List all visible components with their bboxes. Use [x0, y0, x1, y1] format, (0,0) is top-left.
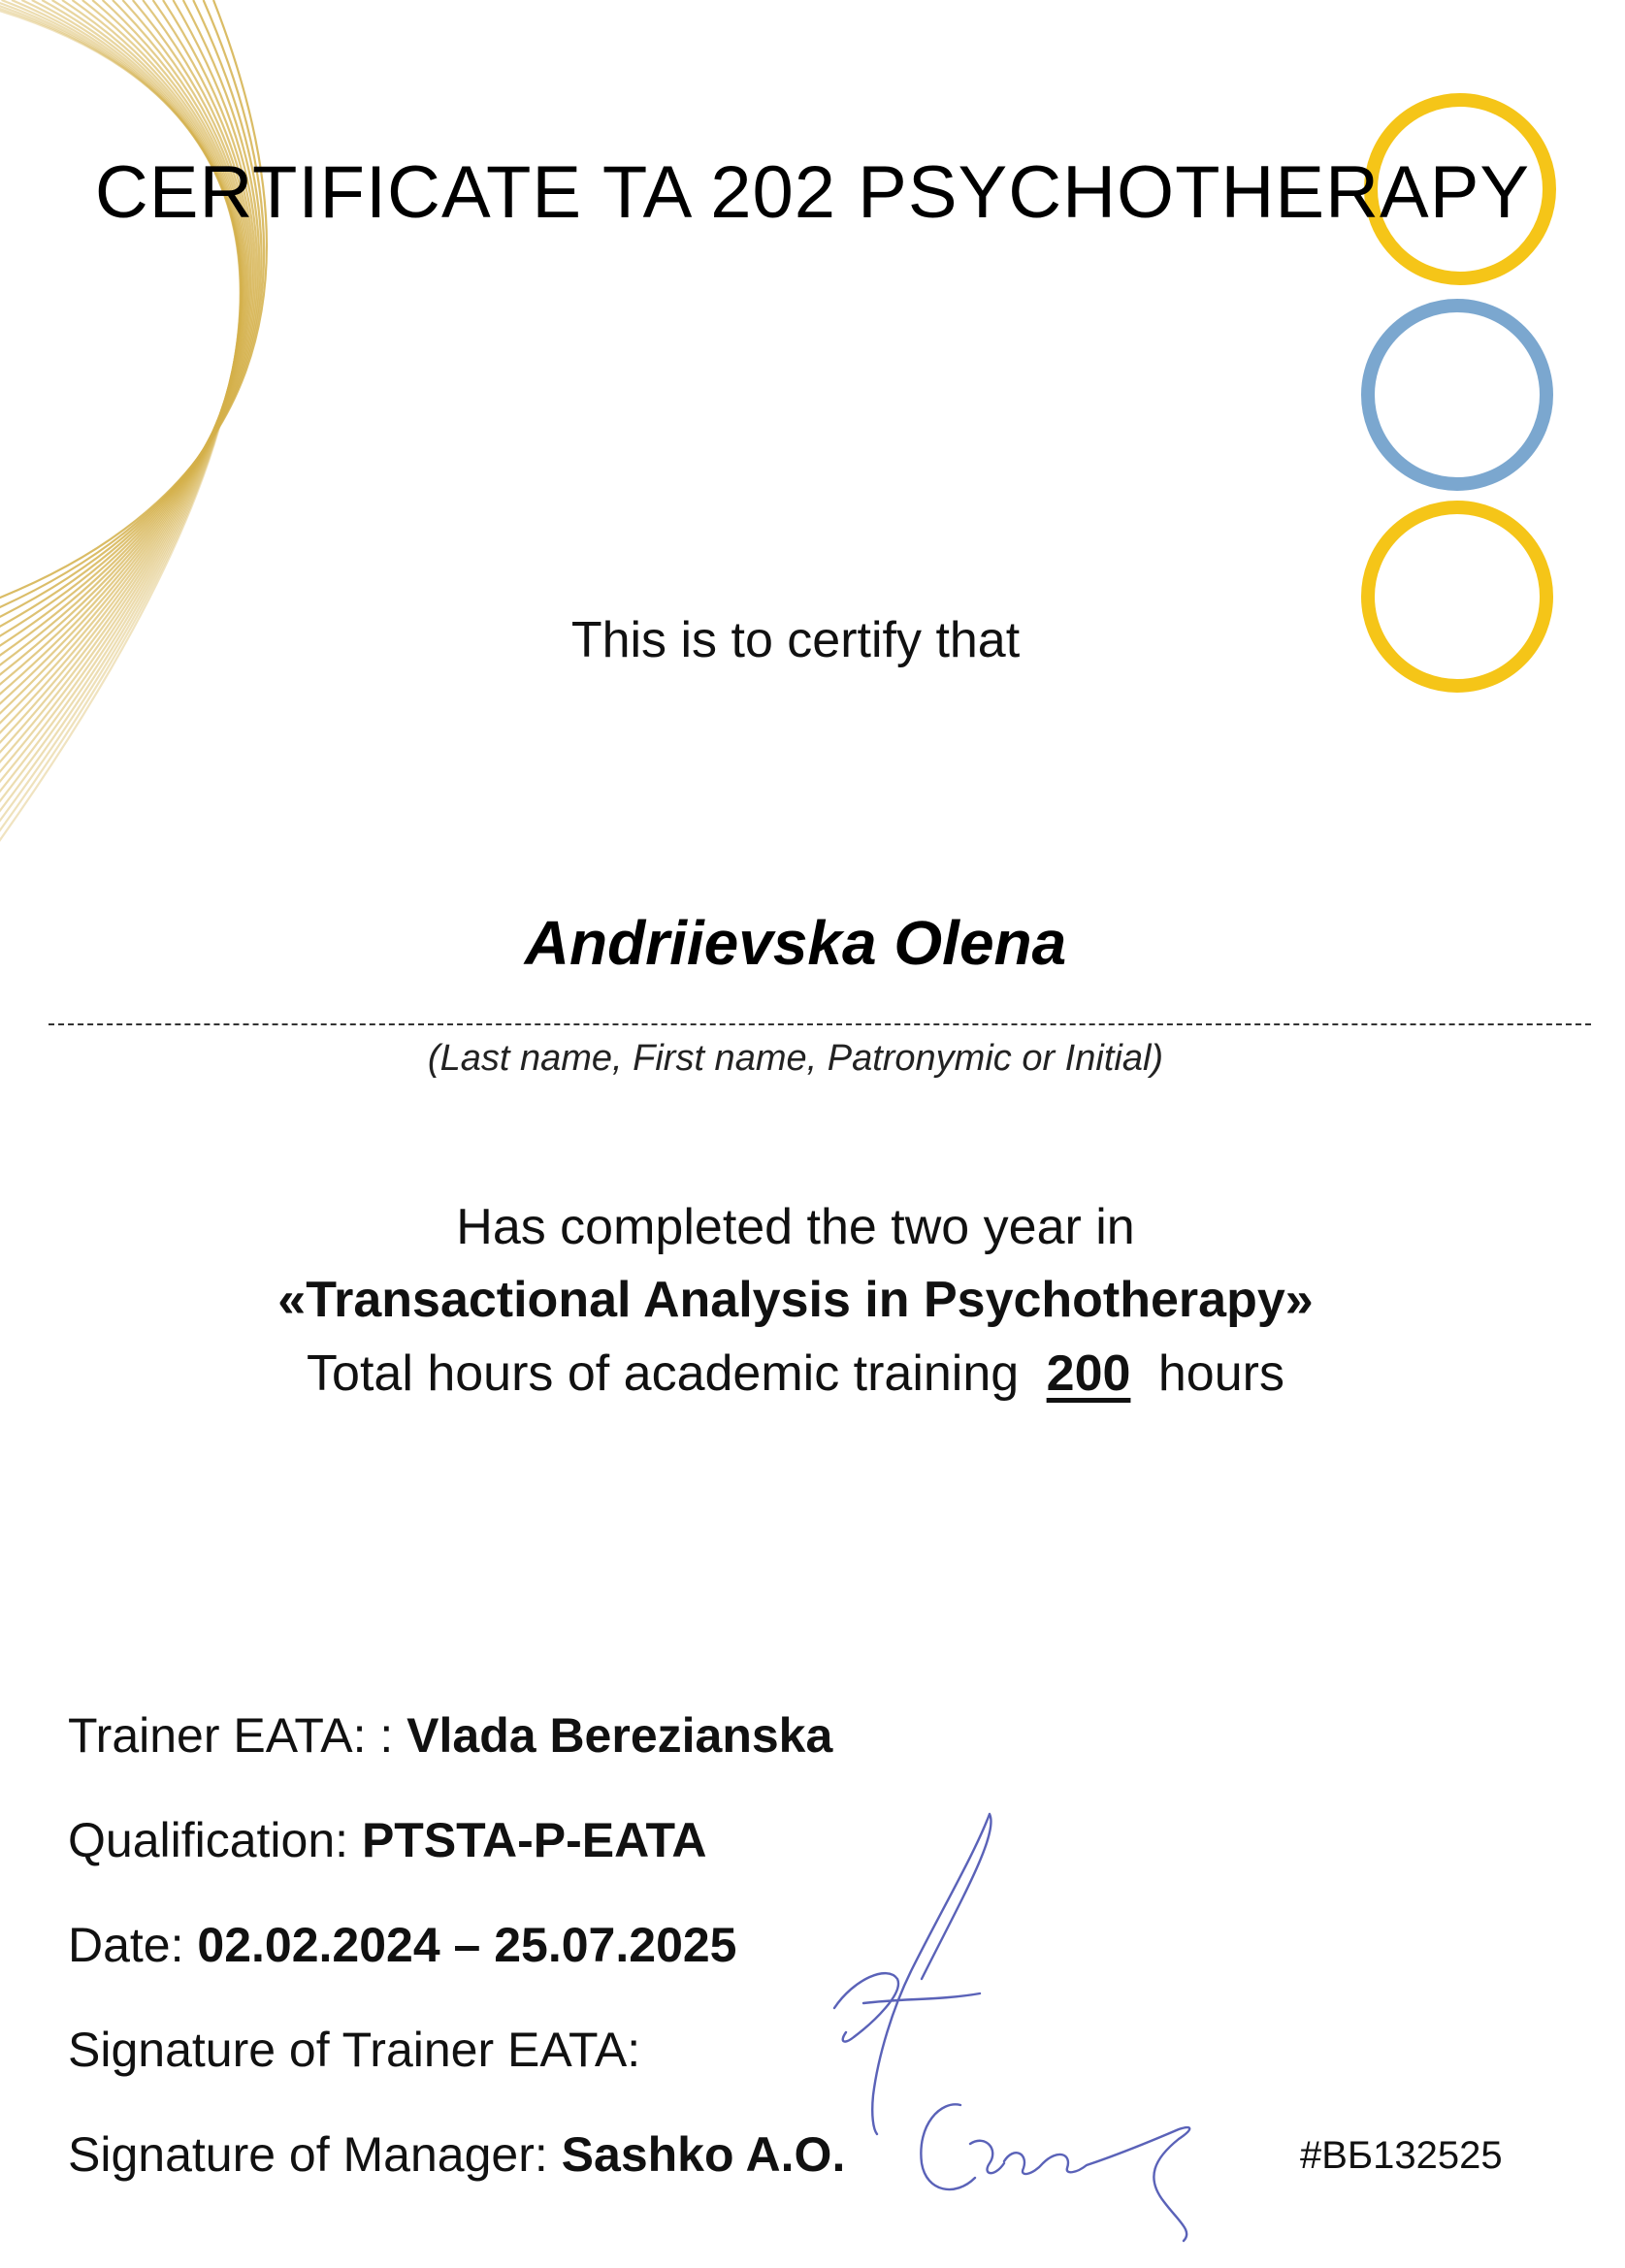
trainer-value: Vlada Berezianska	[406, 1708, 833, 1763]
manager-value: Sashko A.O.	[561, 2127, 846, 2182]
name-hint: (Last name, First name, Patronymic or Initial)	[427, 1038, 1164, 1079]
hours-prefix: Total hours of academic training	[307, 1345, 1020, 1402]
qualification-row	[68, 1812, 706, 1868]
date-row	[68, 1917, 737, 1973]
completed-text: Has completed the two year in	[456, 1199, 1135, 1255]
hours-suffix: hours	[1157, 1345, 1284, 1402]
date-label: Date:	[68, 1918, 198, 1972]
hours-line	[0, 1345, 1591, 1403]
gold-curve-line	[0, 0, 255, 652]
trainer-label: Trainer EATA: :	[68, 1708, 407, 1763]
manager-signature-icon	[902, 2086, 1251, 2251]
serial-number: #ВБ132525	[1300, 2134, 1503, 2177]
gold-curves-decoration	[0, 0, 621, 892]
recipient-name: Andriievska Olena	[524, 908, 1067, 978]
signature-trainer-label: Signature of Trainer EATA:	[68, 2023, 641, 2077]
certificate-title: CERTIFICATE TA 202 PSYCHOTHERAPY	[94, 151, 1531, 234]
program-name: «Transactional Analysis in Psychotherapy»	[277, 1272, 1314, 1328]
name-divider	[49, 1023, 1591, 1025]
blue-ring-icon	[1368, 306, 1546, 484]
certify-text: This is to certify that	[570, 612, 1021, 668]
manager-row	[68, 2126, 845, 2183]
date-value: 02.02.2024 – 25.07.2025	[197, 1918, 737, 1972]
qualification-value: PTSTA-P-EATA	[361, 1813, 707, 1867]
gold-curve-line	[0, 0, 257, 642]
hours-value: 200	[1046, 1345, 1131, 1402]
signature-manager-label: Signature of Manager:	[68, 2127, 562, 2182]
trainer-row	[68, 1707, 832, 1764]
gold-curve-line	[0, 0, 267, 601]
trainer-signature-row	[68, 2022, 640, 2078]
qualification-label: Qualification:	[68, 1813, 362, 1867]
